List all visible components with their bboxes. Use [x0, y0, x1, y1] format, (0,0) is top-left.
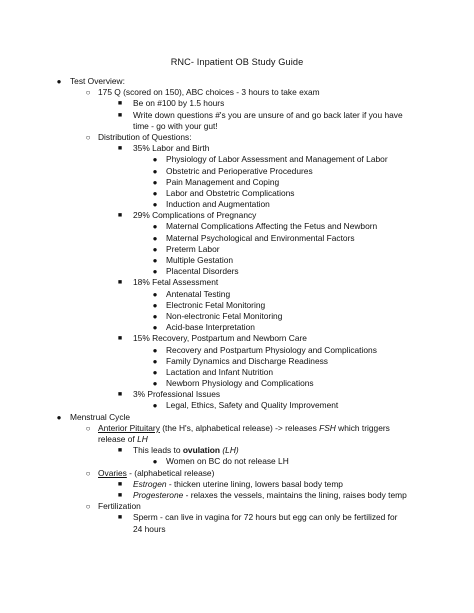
- topic-item-text: Multiple Gestation: [166, 255, 234, 265]
- bullet-icon: ○: [85, 468, 91, 478]
- anterior-pituitary-cont: [0, 434, 474, 445]
- bullet-icon: ■: [117, 335, 123, 343]
- tip-item-cont-text: time - go with your gut!: [133, 120, 218, 131]
- bullet-icon: ●: [152, 233, 158, 243]
- category-item: [0, 277, 474, 288]
- anterior-pituitary-item-text: Anterior Pituitary (the H's, alphabetical release) -> releases FSH which triggers: [98, 422, 390, 433]
- sperm-item-cont-text: 24 hours: [133, 523, 166, 534]
- topic-item-text: Recovery and Postpartum Physiology and Complications: [166, 344, 377, 355]
- topic-item-text: Maternal Complications Affecting the Fetus and Newborn: [166, 221, 378, 232]
- topic-item-text: Placental Disorders: [166, 266, 239, 277]
- topic-item: [0, 311, 474, 322]
- topic-item: [0, 199, 474, 210]
- tip-item: [0, 110, 474, 121]
- bullet-icon: ●: [152, 177, 158, 187]
- category-item-text: 15% Recovery, Postpartum and Newborn Care: [133, 333, 307, 344]
- fertilization-item-text: Fertilization: [98, 501, 141, 512]
- bullet-icon: ●: [152, 267, 158, 277]
- topic-item: [0, 378, 474, 389]
- topic-item-text: Maternal Psychological and Environmental Factors: [166, 232, 355, 243]
- bullet-icon: ●: [152, 200, 158, 210]
- bullet-icon: ■: [117, 100, 123, 108]
- topic-item: [0, 367, 474, 378]
- topic-item-text: Obstetric and Perioperative Procedures: [166, 165, 313, 176]
- bullet-icon: ●: [152, 367, 158, 377]
- topic-item: [0, 244, 474, 255]
- progesterone-item-text: Progesterone - relaxes the vessels, maintains the lining, raises body temp: [133, 489, 407, 500]
- category-item: [0, 210, 474, 221]
- sperm-item: [0, 512, 474, 523]
- bullet-icon: ●: [152, 244, 158, 254]
- bullet-icon: ■: [117, 480, 123, 488]
- bullet-icon: ■: [117, 391, 123, 399]
- progesterone-item: [0, 490, 474, 501]
- topic-item-text: Antenatal Testing: [166, 288, 231, 299]
- sperm-item-text: Sperm - can live in vagina for 72 hours but egg can only be fertilized for: [133, 512, 398, 523]
- category-item-text: 3% Professional Issues: [133, 389, 221, 400]
- topic-item-text: Legal, Ethics, Safety and Quality Improvement: [166, 400, 339, 411]
- topic-item: [0, 154, 474, 165]
- bullet-icon: ●: [152, 311, 158, 321]
- topic-item: [0, 166, 474, 177]
- bc-note-item-text: Women on BC do not release LH: [166, 456, 289, 467]
- topic-item-text: Newborn Physiology and Complications: [166, 378, 314, 389]
- test-overview-heading-text: Test Overview:: [70, 76, 125, 86]
- bullet-icon: ●: [152, 300, 158, 310]
- estrogen-item: [0, 479, 474, 490]
- category-item: [0, 333, 474, 344]
- bullet-icon: ■: [117, 447, 123, 455]
- outline: [0, 76, 474, 535]
- topic-item-text: Pain Management and Coping: [166, 176, 280, 187]
- bullet-icon: ●: [152, 457, 158, 467]
- fertilization-item: [0, 501, 474, 512]
- bullet-icon: ●: [152, 188, 158, 198]
- distribution-heading-text: Distribution of Questions:: [98, 131, 192, 142]
- bullet-icon: ■: [117, 279, 123, 287]
- bullet-icon: ○: [85, 502, 91, 512]
- topic-item: [0, 345, 474, 356]
- test-overview-heading: [0, 76, 474, 87]
- topic-item: [0, 188, 474, 199]
- topic-item-text: Labor and Obstetric Complications: [166, 187, 295, 198]
- topic-item: [0, 300, 474, 311]
- category-item-text: 35% Labor and Birth: [133, 143, 210, 154]
- bullet-icon: ●: [152, 256, 158, 265]
- bullet-icon: ○: [85, 423, 91, 433]
- pace-item: [0, 98, 474, 109]
- topic-item: [0, 221, 474, 232]
- bullet-icon: ■: [117, 212, 123, 220]
- estrogen-item-text: Estrogen - thicken uterine lining, lowers basal body temp: [133, 478, 343, 489]
- category-item: [0, 389, 474, 400]
- bullet-icon: ●: [152, 401, 158, 411]
- category-item-text: 18% Fetal Assessment: [133, 277, 219, 288]
- page-title: RNC- Inpatient OB Study Guide: [170, 57, 304, 67]
- topic-item-text: Lactation and Infant Nutrition: [166, 366, 274, 377]
- topic-item: [0, 255, 474, 266]
- bc-note-item: [0, 456, 474, 467]
- bullet-icon: ■: [117, 145, 123, 153]
- topic-item: [0, 233, 474, 244]
- bullet-icon: ●: [152, 356, 158, 366]
- tip-item-cont: [0, 121, 474, 132]
- bullet-icon: ■: [117, 491, 123, 499]
- topic-item-text: Family Dynamics and Discharge Readiness: [166, 355, 328, 366]
- topic-item: [0, 177, 474, 188]
- bullet-icon: ●: [152, 345, 158, 355]
- topic-item-text: Physiology of Labor Assessment and Management of Labor: [166, 154, 388, 165]
- sperm-item-cont: [0, 524, 474, 535]
- bullet-icon: ●: [152, 155, 158, 165]
- ovulation-item: [0, 445, 474, 456]
- topic-item: [0, 400, 474, 411]
- ovulation-item-text: This leads to ovulation (LH): [133, 445, 239, 456]
- topic-item: [0, 356, 474, 367]
- bullet-icon: ■: [117, 111, 123, 119]
- topic-item-text: Acid-base Interpretation: [166, 322, 255, 333]
- bullet-icon: ○: [85, 132, 91, 142]
- topic-item-text: Preterm Labor: [166, 243, 220, 254]
- menstrual-cycle-heading: [0, 412, 474, 423]
- category-item-text: 29% Complications of Pregnancy: [133, 210, 257, 221]
- tip-item-text: Write down questions #'s you are unsure of and go back later if you have: [133, 109, 403, 120]
- bullet-icon: ●: [56, 412, 62, 422]
- category-item: [0, 143, 474, 154]
- question-count-item-text: 175 Q (scored on 150), ABC choices - 3 hours to take exam: [98, 87, 320, 98]
- topic-item-text: Non-electronic Fetal Monitoring: [166, 310, 283, 321]
- bullet-icon: ●: [152, 323, 158, 333]
- bullet-icon: ●: [152, 166, 158, 176]
- ovaries-item: [0, 468, 474, 479]
- topic-item-text: Induction and Augmentation: [166, 199, 270, 210]
- bullet-icon: ●: [152, 379, 158, 389]
- bullet-icon: ○: [85, 88, 91, 98]
- bullet-icon: ■: [117, 514, 123, 522]
- question-count-item: [0, 87, 474, 98]
- topic-item: [0, 266, 474, 277]
- anterior-pituitary-cont-text: release of LH: [98, 434, 148, 444]
- bullet-icon: ●: [152, 222, 158, 232]
- distribution-heading: [0, 132, 474, 143]
- anterior-pituitary-item: [0, 423, 474, 434]
- topic-item: [0, 289, 474, 300]
- bullet-icon: ●: [56, 77, 62, 86]
- pace-item-text: Be on #100 by 1.5 hours: [133, 98, 225, 109]
- topic-item-text: Electronic Fetal Monitoring: [166, 299, 266, 310]
- topic-item: [0, 322, 474, 333]
- menstrual-cycle-heading-text: Menstrual Cycle: [70, 411, 131, 422]
- ovaries-item-text: Ovaries - (alphabetical release): [98, 467, 215, 478]
- bullet-icon: ●: [152, 289, 158, 299]
